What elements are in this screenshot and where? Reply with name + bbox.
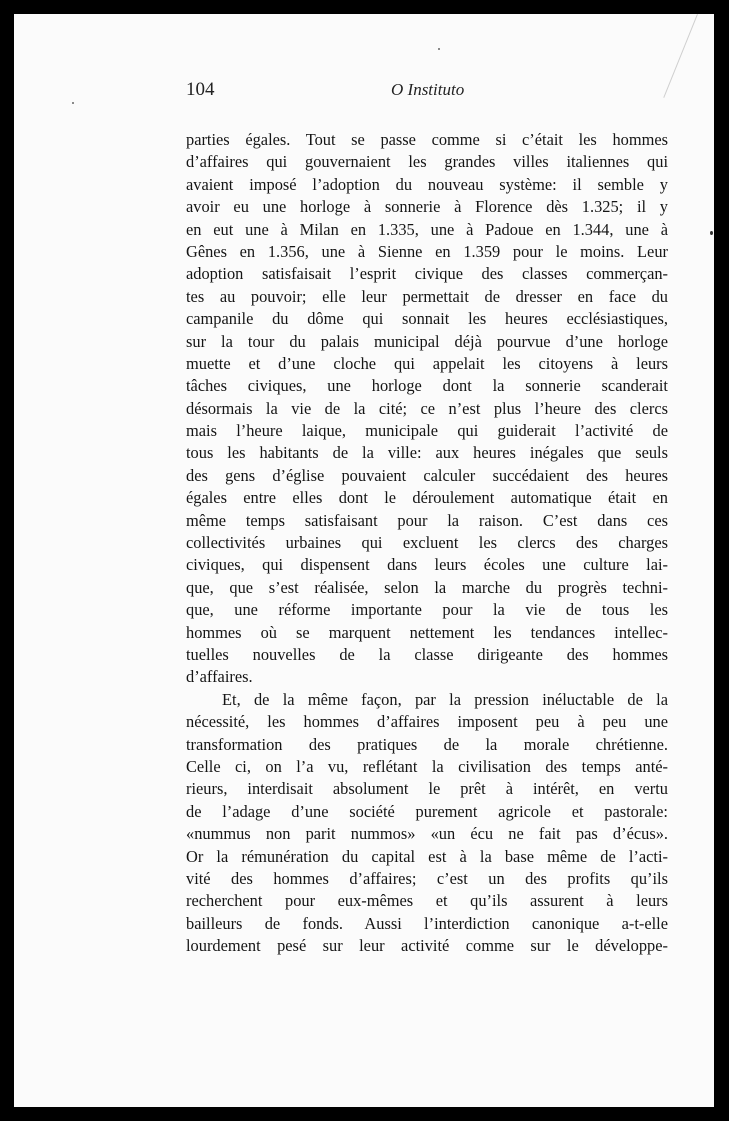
text-line: vité des hommes d’affaires; c’est un des profits qu’ils	[186, 868, 668, 888]
text-line: campanile du dôme qui sonnait les heures ecclésiastiques,	[186, 309, 668, 329]
text-line: de l’adage d’une société purement agricole et pastorale:	[186, 801, 668, 821]
text-line: que, que s’est réalisée, selon la marche du progrès techni-	[186, 577, 668, 597]
paper-scratch	[663, 14, 698, 98]
text-line: sur la tour du palais municipal déjà pourvue d’une horloge	[186, 331, 668, 351]
text-line: parties égales. Tout se passe comme si c’était les hommes	[186, 130, 668, 149]
text-line: hommes où se marquent nettement les tendances intellec-	[186, 622, 668, 642]
text-line: recherchent pour eux-mêmes et qu’ils assurent à leurs	[186, 891, 668, 911]
text-line: avaient imposé l’adoption du nouveau système: il semble y	[186, 174, 668, 194]
text-line: adoption satisfaisait l’esprit civique des classes commerçan-	[186, 264, 668, 284]
text-line: d’affaires qui gouvernaient les grandes villes italiennes qui	[186, 152, 668, 172]
text-line: Gênes en 1.356, une à Sienne en 1.359 pour le moins. Leur	[186, 241, 668, 261]
text-line: lourdement pesé sur leur activité comme sur le développe-	[186, 936, 668, 956]
page-number: 104	[186, 79, 215, 100]
text-line: avoir eu une horloge à sonnerie à Florence dès 1.325; il y	[186, 197, 668, 217]
text-line: transformation des pratiques de la morale chrétienne.	[186, 734, 668, 754]
text-line: Or la rémunération du capital est à la base même de l’acti-	[186, 846, 668, 866]
text-line: même temps satisfaisant pour la raison. C’est dans ces	[186, 510, 668, 530]
text-line: nécessité, les hommes d’affaires imposent peu à peu une	[186, 712, 668, 732]
paragraph-1	[186, 129, 668, 689]
body-text	[186, 129, 668, 957]
text-line: tes au pouvoir; elle leur permettait de dresser en face du	[186, 286, 668, 306]
text-line: muette et d’une cloche qui appelait les citoyens à leurs	[186, 353, 668, 373]
text-line: en eut une à Milan en 1.335, une à Padoue en 1.344, une à	[186, 219, 668, 239]
text-line: tuelles nouvelles de la classe dirigeante des hommes	[186, 644, 668, 664]
text-line: bailleurs de fonds. Aussi l’interdiction canonique a-t-elle	[186, 913, 668, 933]
paragraph-2	[186, 689, 668, 958]
text-line: tâches civiques, une horloge dont la sonnerie scanderait	[186, 376, 668, 396]
text-line: Et, de la même façon, par la pression inéluctable de la	[222, 689, 668, 709]
paper-speck	[438, 48, 440, 50]
text-line: tous les habitants de la ville: aux heures inégales que seuls	[186, 443, 668, 463]
text-line: mais l’heure laique, municipale qui guiderait l’activité de	[186, 421, 668, 441]
text-line: égales entre elles dont le déroulement automatique était en	[186, 488, 668, 508]
text-line: désormais la vie de la cité; ce n’est plus l’heure des clercs	[186, 398, 668, 418]
text-line: des gens d’église pouvaient calculer succédaient des heures	[186, 465, 668, 485]
text-line: collectivités urbaines qui excluent les clercs des charges	[186, 533, 668, 553]
text-line: d’affaires.	[186, 667, 253, 687]
book-page	[14, 14, 714, 1107]
text-line: rieurs, interdisait absolument le prêt à intérêt, en vertu	[186, 779, 668, 799]
page-header	[186, 79, 668, 107]
running-title: O Instituto	[391, 80, 465, 99]
text-line: civiques, qui dispensent dans leurs écoles une culture lai-	[186, 555, 668, 575]
paper-speck	[710, 231, 713, 235]
text-line: Celle ci, on l’a vu, reflétant la civilisation des temps anté-	[186, 756, 668, 776]
paper-speck	[72, 102, 74, 104]
text-line: que, une réforme importante pour la vie de tous les	[186, 600, 668, 620]
text-line: «nummus non parit nummos» «un écu ne fait pas d’écus».	[186, 824, 668, 844]
